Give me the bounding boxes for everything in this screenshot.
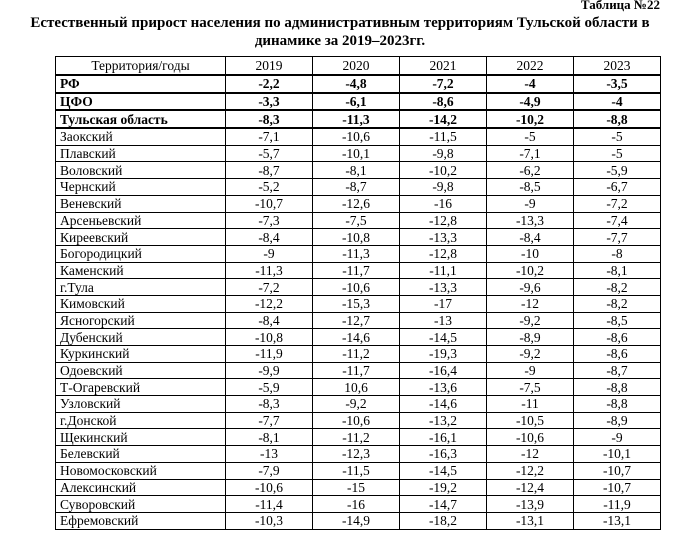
value-cell: -5,7 [226,145,313,162]
value-cell: -15,3 [313,295,400,312]
value-cell: -16,3 [400,446,487,463]
value-cell: -16 [400,195,487,212]
value-cell: -14,5 [400,462,487,479]
table-row [56,429,661,446]
value-cell: -8,3 [226,396,313,413]
value-cell: -7,1 [487,145,574,162]
column-header-year: 2019 [226,57,313,76]
value-cell: -7,1 [226,128,313,145]
value-cell: -11,3 [313,110,400,128]
table-row [56,295,661,312]
table-title: Естественный прирост населения по административным территориям Тульской области в динамике за 2019–2023гг. [30,15,650,49]
table-row [56,75,661,93]
value-cell: -9 [574,429,661,446]
value-cell: -7,5 [313,212,400,229]
territory-cell: Каменский [56,262,226,279]
value-cell: -6,7 [574,179,661,196]
value-cell: -11,2 [313,429,400,446]
value-cell: -10,2 [487,262,574,279]
value-cell: -7,4 [574,212,661,229]
value-cell: -5 [574,128,661,145]
value-cell: -12,3 [313,446,400,463]
territory-cell: Суворовский [56,496,226,513]
value-cell: -3,5 [574,75,661,93]
value-cell: -5 [574,145,661,162]
value-cell: -9,2 [313,396,400,413]
value-cell: -11,4 [226,496,313,513]
value-cell: -10,1 [313,145,400,162]
table-row [56,512,661,529]
value-cell: -19,2 [400,479,487,496]
value-cell: -12,2 [226,295,313,312]
table-row [56,245,661,262]
value-cell: -9 [487,362,574,379]
value-cell: -14,6 [400,396,487,413]
territory-cell: Киреевский [56,229,226,246]
value-cell: -15 [313,479,400,496]
value-cell: -7,7 [574,229,661,246]
value-cell: -11 [487,396,574,413]
value-cell: -8,2 [574,279,661,296]
value-cell: -11,5 [313,462,400,479]
column-header-territory: Территория/годы [56,57,226,76]
value-cell: -10,1 [574,446,661,463]
value-cell: -12,7 [313,312,400,329]
territory-cell: Заокский [56,128,226,145]
value-cell: -4 [574,93,661,111]
table-row [56,346,661,363]
value-cell: -11,1 [400,262,487,279]
value-cell: -5,9 [226,379,313,396]
value-cell: -4,9 [487,93,574,111]
table-row [56,462,661,479]
value-cell: -16,4 [400,362,487,379]
population-growth-table [55,56,661,530]
table-row [56,145,661,162]
value-cell: -9 [226,245,313,262]
value-cell: -10,2 [487,110,574,128]
value-cell: -10 [487,245,574,262]
table-row [56,229,661,246]
territory-cell: Плавский [56,145,226,162]
value-cell: -16 [313,496,400,513]
table-row [56,93,661,111]
value-cell: -7,5 [487,379,574,396]
value-cell: -11,2 [313,346,400,363]
value-cell: -14,5 [400,329,487,346]
table-row [56,379,661,396]
value-cell: -8,1 [313,162,400,179]
table-row [56,446,661,463]
value-cell: -11,3 [226,262,313,279]
value-cell: -10,2 [400,162,487,179]
table-row [56,396,661,413]
value-cell: -14,7 [400,496,487,513]
table-row [56,162,661,179]
table-row [56,179,661,196]
value-cell: -13,2 [400,412,487,429]
value-cell: -10,6 [313,279,400,296]
territory-cell: РФ [56,75,226,93]
territory-cell: Дубенский [56,329,226,346]
value-cell: -18,2 [400,512,487,529]
value-cell: -5,9 [574,162,661,179]
value-cell: -9,2 [487,346,574,363]
value-cell: -9,9 [226,362,313,379]
territory-cell: Веневский [56,195,226,212]
value-cell: -12,8 [400,212,487,229]
value-cell: -10,6 [313,128,400,145]
table-row [56,362,661,379]
value-cell: -8,6 [574,329,661,346]
territory-cell: Тульская область [56,110,226,128]
territory-cell: Одоевский [56,362,226,379]
territory-cell: Щекинский [56,429,226,446]
value-cell: -8,4 [226,312,313,329]
table-row [56,479,661,496]
table-row [56,279,661,296]
table-row [56,110,661,128]
value-cell: -10,7 [226,195,313,212]
table-body [56,75,661,529]
value-cell: -11,9 [226,346,313,363]
value-cell: -8,7 [574,362,661,379]
value-cell: -9,6 [487,279,574,296]
value-cell: -8,8 [574,379,661,396]
value-cell: -10,8 [226,329,313,346]
value-cell: -12 [487,295,574,312]
value-cell: -2,2 [226,75,313,93]
value-cell: -11,5 [400,128,487,145]
column-header-year: 2020 [313,57,400,76]
value-cell: -14,9 [313,512,400,529]
value-cell: -4 [487,75,574,93]
value-cell: -13,9 [487,496,574,513]
value-cell: -8,7 [313,179,400,196]
value-cell: -5,2 [226,179,313,196]
value-cell: -13,1 [487,512,574,529]
territory-cell: Ефремовский [56,512,226,529]
value-cell: -8,4 [226,229,313,246]
table-row [56,496,661,513]
value-cell: -8,4 [487,229,574,246]
value-cell: -10,6 [313,412,400,429]
value-cell: -8,8 [574,396,661,413]
territory-cell: Т-Огаревский [56,379,226,396]
territory-cell: Воловский [56,162,226,179]
table-row [56,128,661,145]
territory-cell: ЦФО [56,93,226,111]
table-row [56,329,661,346]
value-cell: -13,3 [400,279,487,296]
value-cell: -10,6 [487,429,574,446]
value-cell: -8,6 [400,93,487,111]
territory-cell: Чернский [56,179,226,196]
column-header-year: 2023 [574,57,661,76]
value-cell: -8,5 [574,312,661,329]
territory-cell: Ясногорский [56,312,226,329]
value-cell: -4,8 [313,75,400,93]
value-cell: -8,6 [574,346,661,363]
value-cell: -7,2 [400,75,487,93]
value-cell: -13,3 [400,229,487,246]
value-cell: -8,1 [574,262,661,279]
value-cell: -8,9 [574,412,661,429]
value-cell: -3,3 [226,93,313,111]
value-cell: -13,6 [400,379,487,396]
column-header-year: 2021 [400,57,487,76]
value-cell: -11,3 [313,245,400,262]
table-row [56,195,661,212]
territory-cell: Кимовский [56,295,226,312]
value-cell: -9 [487,195,574,212]
value-cell: -7,3 [226,212,313,229]
table-row [56,412,661,429]
table-row [56,212,661,229]
territory-cell: Алексинский [56,479,226,496]
value-cell: -11,7 [313,362,400,379]
value-cell: -10,7 [574,462,661,479]
value-cell: -8,2 [574,295,661,312]
table-number-label: Таблица №22 [580,0,660,12]
value-cell: -9,8 [400,179,487,196]
value-cell: -12,2 [487,462,574,479]
value-cell: -9,8 [400,145,487,162]
value-cell: -7,7 [226,412,313,429]
territory-cell: Узловский [56,396,226,413]
value-cell: -6,1 [313,93,400,111]
territory-cell: г.Тула [56,279,226,296]
value-cell: -13 [400,312,487,329]
header-row [56,57,661,76]
value-cell: -8,7 [226,162,313,179]
table-row [56,262,661,279]
value-cell: -17 [400,295,487,312]
value-cell: -13,3 [487,212,574,229]
value-cell: -7,2 [574,195,661,212]
value-cell: -14,6 [313,329,400,346]
value-cell: -8,8 [574,110,661,128]
value-cell: -10,8 [313,229,400,246]
value-cell: -7,2 [226,279,313,296]
territory-cell: Новомосковский [56,462,226,479]
value-cell: -13 [226,446,313,463]
territory-cell: г.Донской [56,412,226,429]
value-cell: -12,4 [487,479,574,496]
value-cell: -11,7 [313,262,400,279]
value-cell: -19,3 [400,346,487,363]
value-cell: -10,5 [487,412,574,429]
territory-cell: Арсеньевский [56,212,226,229]
territory-cell: Куркинский [56,346,226,363]
value-cell: -8,3 [226,110,313,128]
value-cell: -8,1 [226,429,313,446]
value-cell: -12,8 [400,245,487,262]
value-cell: -10,7 [574,479,661,496]
value-cell: -14,2 [400,110,487,128]
value-cell: -12,6 [313,195,400,212]
table-row [56,312,661,329]
territory-cell: Богородицкий [56,245,226,262]
column-header-year: 2022 [487,57,574,76]
value-cell: -10,6 [226,479,313,496]
value-cell: -5 [487,128,574,145]
value-cell: -12 [487,446,574,463]
territory-cell: Белевский [56,446,226,463]
value-cell: -9,2 [487,312,574,329]
value-cell: -8,5 [487,179,574,196]
value-cell: -16,1 [400,429,487,446]
value-cell: -7,9 [226,462,313,479]
value-cell: -8,9 [487,329,574,346]
value-cell: 10,6 [313,379,400,396]
value-cell: -13,1 [574,512,661,529]
value-cell: -8 [574,245,661,262]
value-cell: -10,3 [226,512,313,529]
value-cell: -11,9 [574,496,661,513]
value-cell: -6,2 [487,162,574,179]
